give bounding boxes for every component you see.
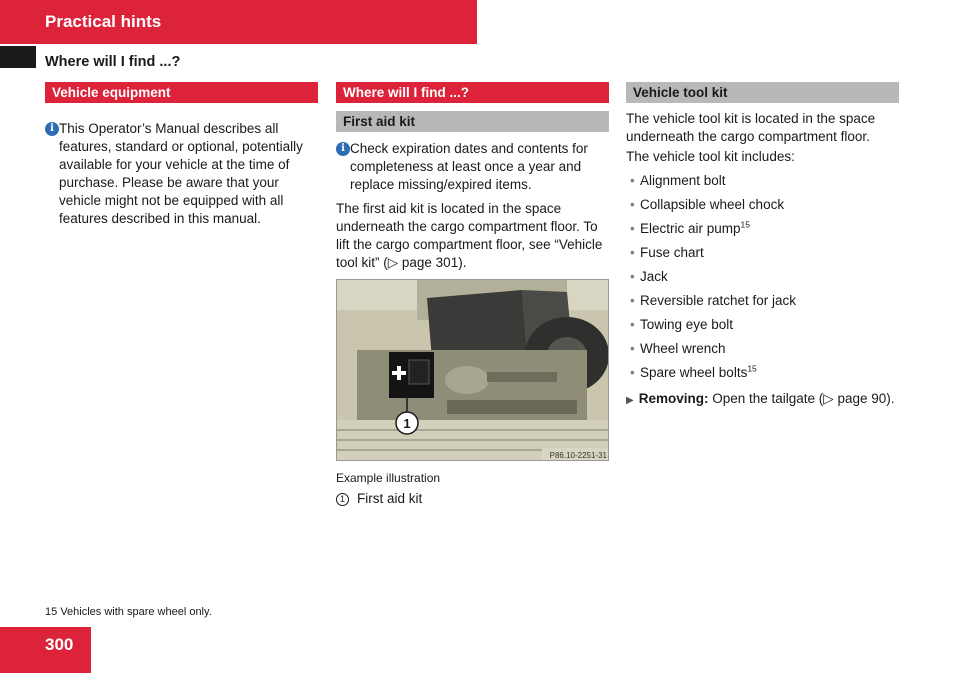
list-item: • Wheel wrench	[630, 341, 726, 356]
removing-label: Removing:	[638, 391, 709, 406]
figure-code: P86.10-2251-31	[549, 451, 607, 460]
page-subtitle: Where will I find ...?	[45, 54, 181, 70]
info-note-operator-manual	[45, 120, 318, 228]
first-aid-location-text: The first aid kit is located in the space underneath the cargo compartment floor. To lift the cargo compartment floor, see “Vehicle tool kit” (▷ page 301).	[336, 201, 603, 270]
section-tab-marker	[0, 46, 36, 68]
figure-legend	[336, 490, 609, 508]
info-icon: i	[336, 142, 350, 156]
footnote-number: 15	[45, 606, 58, 618]
footnote-text: Vehicles with spare wheel only.	[60, 606, 212, 618]
subheading-first-aid-kit: First aid kit	[336, 111, 609, 132]
tool-kit-location-text: The vehicle tool kit is located in the space underneath the cargo compartment floor.	[626, 111, 876, 144]
tool-kit-list	[626, 169, 899, 385]
list-item: • Alignment bolt	[630, 173, 726, 188]
footnote	[45, 606, 212, 618]
list-item: • Jack	[630, 269, 668, 284]
page-number: 300	[45, 635, 74, 654]
page-number-box	[0, 627, 91, 673]
list-item: • Spare wheel bolts$^{15}$	[630, 363, 757, 380]
info-text: Check expiration dates and contents for completeness at least once a year and replace missing/expired items.	[350, 141, 588, 192]
list-item: • Towing eye bolt	[630, 317, 734, 332]
tool-kit-includes-text: The vehicle tool kit includes:	[626, 149, 795, 164]
section-header-bar	[0, 0, 477, 44]
removing-text: Open the tailgate (▷ page 90).	[712, 391, 895, 406]
info-text: This Operator’s Manual describes all features, standard or optional, potentially available for your vehicle at the time of purchase. Please be aware that your vehicle might not be equipped with all features described in this manual.	[59, 121, 303, 226]
column-vehicle-equipment	[45, 82, 318, 228]
heading-vehicle-equipment: Vehicle equipment	[45, 82, 318, 103]
list-item: • Electric air pump$^{15}$	[630, 219, 751, 236]
first-aid-kit-illustration	[336, 279, 609, 461]
legend-text: First aid kit	[357, 491, 423, 506]
list-item: • Reversible ratchet for jack	[630, 293, 797, 308]
heading-vehicle-tool-kit: Vehicle tool kit	[626, 82, 899, 103]
info-note-expiration	[336, 140, 609, 194]
section-title: Practical hints	[45, 12, 162, 31]
legend-number: 1	[336, 493, 349, 506]
figure-caption: Example illustration	[336, 471, 441, 485]
removing-instruction	[626, 390, 899, 410]
column-first-aid-kit	[336, 82, 609, 508]
info-icon: i	[45, 122, 59, 136]
list-item: • Fuse chart	[630, 245, 704, 260]
heading-where-will-i-find: Where will I find ...?	[336, 82, 609, 103]
cargo-compartment-photo	[337, 280, 609, 461]
step-arrow-icon: ▶	[626, 395, 634, 406]
list-item: • Collapsible wheel chock	[630, 197, 785, 212]
figure-callout-1: 1	[403, 416, 411, 431]
column-vehicle-tool-kit	[626, 82, 899, 410]
